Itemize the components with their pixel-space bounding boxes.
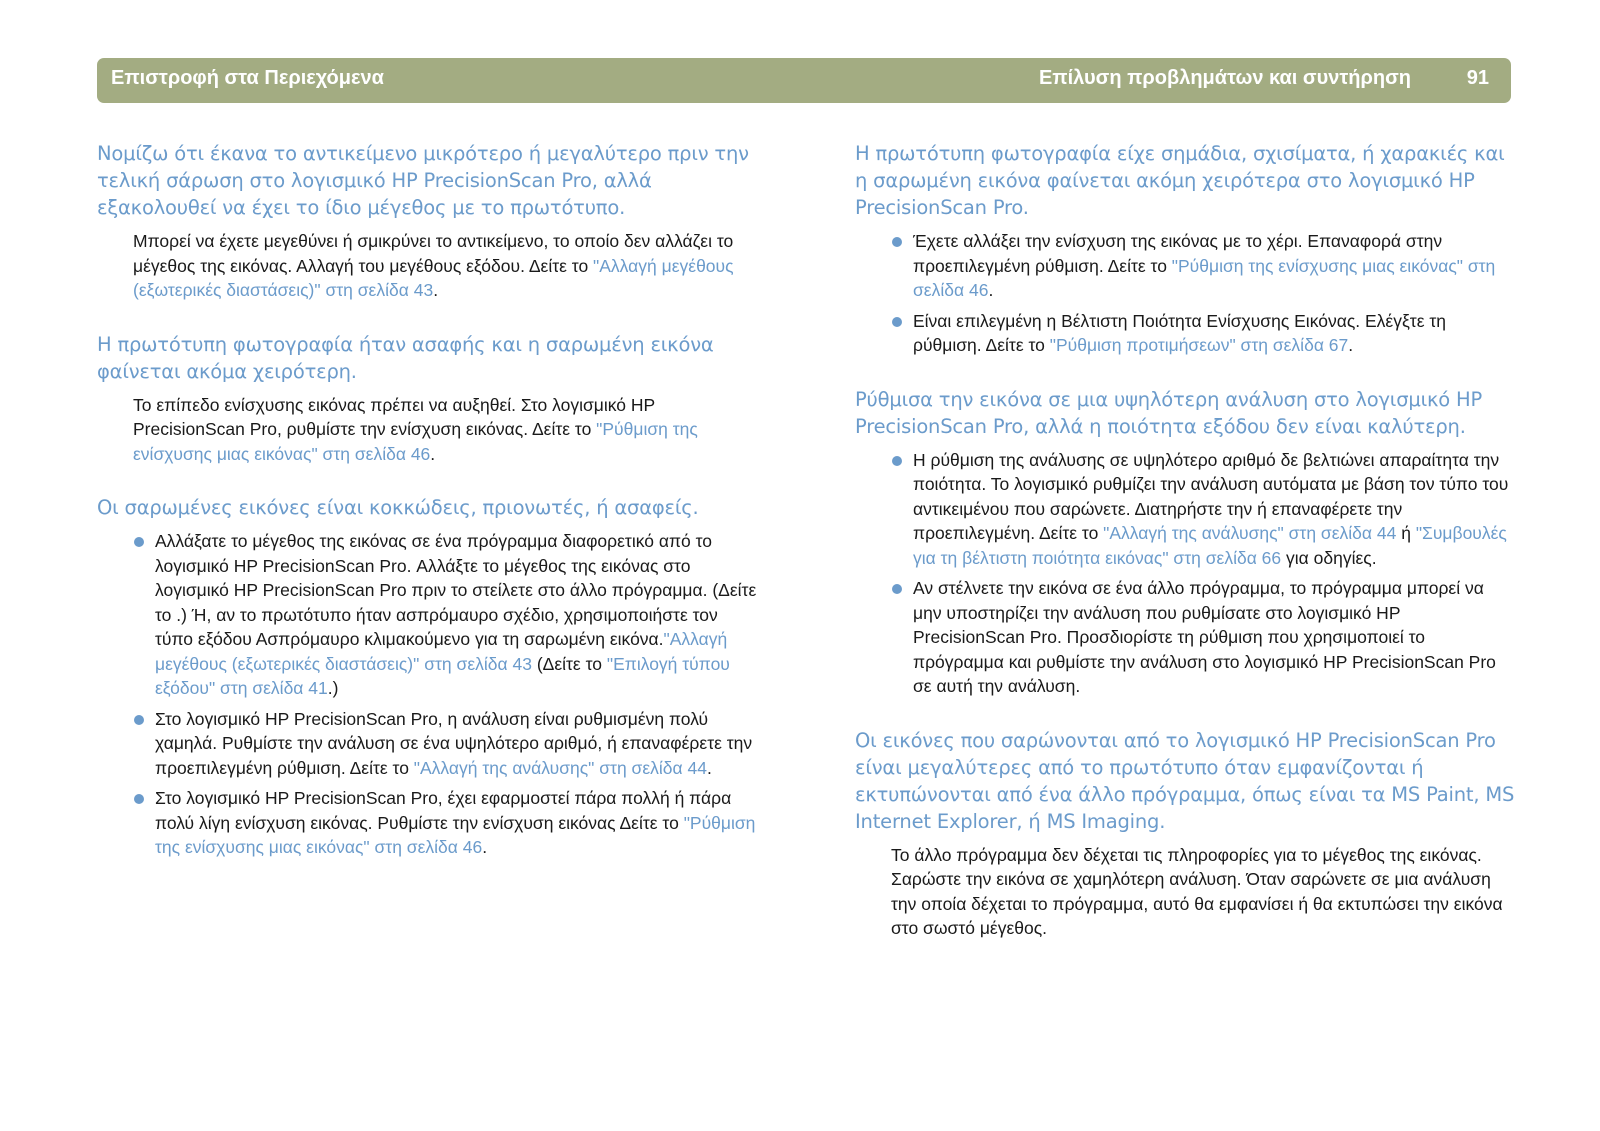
- list-item: [891, 309, 1515, 358]
- text-span: Στο λογισμικό HP PrecisionScan Pro, η ανάλυση είναι ρυθμισμένη πολύ χαμηλά. Ρυθμίστε την ανάλυση σε ένα υψηλότερο αριθμό, ή επαναφέρετε την προεπιλεγμένη ρύθμιση. Δείτε το: [155, 708, 753, 778]
- text-span: (Δείτε το: [531, 653, 607, 674]
- section-text: [133, 393, 757, 467]
- text-span: Έχετε αλλάξει την ενίσχυση της εικόνας με το χέρι. Επαναφορά στην προεπιλεγμένη ρύθμιση. Δείτε το: [913, 231, 1443, 276]
- section-text: [133, 229, 757, 303]
- list-item: [133, 786, 757, 860]
- text-span: .: [988, 280, 994, 300]
- text-span: για οδηγίες.: [1281, 547, 1377, 568]
- text-span: .: [1348, 335, 1354, 355]
- section-heading: Η πρωτότυπη φωτογραφία ήταν ασαφής και η σαρωμένη εικόνα φαίνεται ακόμα χειρότερη.: [97, 332, 714, 383]
- section-heading: Οι σαρωμένες εικόνες είναι κοκκώδεις, πριονωτές, ή ασαφείς.: [97, 496, 699, 519]
- link-output-type-41[interactable]: "Επιλογή τύπου εξόδου" στη σελίδα 41: [155, 653, 730, 698]
- back-to-contents-link[interactable]: Επιστροφή στα Περιεχόμενα: [111, 67, 384, 89]
- link-sharpening-46[interactable]: "Ρύθμιση της ενίσχυσης μιας εικόνας" στη σελίδα 46: [155, 812, 756, 857]
- left-column: [97, 140, 757, 888]
- page-number: 91: [1466, 67, 1489, 89]
- section-grainy-images: [97, 494, 757, 860]
- bullet-icon: [134, 537, 144, 547]
- list-item: [891, 229, 1515, 303]
- section-heading: Οι εικόνες που σαρώνονται από το λογισμικό HP PrecisionScan Pro είναι μεγαλύτερες από το πρωτότυπο όταν εμφανίζονται ή εκτυπώνονται από ένα άλλο πρόγραμμα, όπως είναι τα MS Paint, MS Internet Explorer, ή MS Imaging.: [855, 728, 1515, 833]
- bullet-icon: [134, 794, 144, 804]
- list-item: [133, 529, 757, 701]
- section-title: Επίλυση προβλημάτων και συντήρηση: [1038, 67, 1411, 89]
- link-resolution-44[interactable]: "Αλλαγή της ανάλυσης" στη σελίδα 44: [1103, 523, 1397, 543]
- bullet-icon: [892, 237, 902, 247]
- section-same-size: [97, 140, 757, 303]
- text-span: ή: [1396, 523, 1416, 543]
- text-span: Στο λογισμικό HP PrecisionScan Pro, έχει εφαρμοστεί πάρα πολλή ή πάρα πολύ λίγη ενίσχυση εικόνας. Ρυθμίστε την ενίσχυση εικόνας Δείτε το: [155, 788, 732, 833]
- section-text: Το άλλο πρόγραμμα δεν δέχεται τις πληροφορίες για το μέγεθος της εικόνας. Σαρώστε την εικόνα σε χαμηλότερη ανάλυση. Όταν σαρώνετε σε μια ανάλυση την οποία δέχεται το πρόγραμμα, αυτό θα εμφανίσει ή θα εκτυπώσει την εικόνα στο σωστό μέγεθος.: [891, 844, 1503, 938]
- link-change-size-43[interactable]: "Αλλαγή μεγέθους (εξωτερικές διαστάσεις)" στη σελίδα 43: [133, 255, 734, 300]
- list-item: [891, 448, 1515, 571]
- text-span: Αν στέλνετε την εικόνα σε ένα άλλο πρόγραμμα, το πρόγραμμα μπορεί να μην υποστηρίζει την ανάλυση που ρυθμίσατε στο λογισμικό HP PrecisionScan Pro. Προσδιορίστε τη ρύθμιση που χρησιμοποιεί το πρόγραμμα και ρυθμίστε την ανάλυση στο λογισμικό HP PrecisionScan Pro σε αυτή την ανάλυση.: [913, 578, 1496, 696]
- header-bar: [97, 58, 1511, 103]
- bullet-icon: [892, 456, 902, 466]
- text-span: Αλλάξατε το μέγεθος της εικόνας σε ένα πρόγραμμα διαφορετικό από το λογισμικό HP PrecisionScan Pro. Αλλάξτε το μέγεθος της εικόνας στο λογισμικό HP PrecisionScan Pro πριν το στείλετε στο άλλο πρόγραμμα. (Δείτε το .) Ή, αν το πρωτότυπο ήταν ασπρόμαυρο σχέδιο, χρησιμοποιήστε τον τύπο εξόδου Ασπρόμαυρο κλιμακούμενο για τη σαρωμένη εικόνα.: [155, 531, 757, 649]
- link-resolution-44[interactable]: "Αλλαγή της ανάλυσης" στη σελίδα 44: [413, 757, 707, 778]
- section-higher-resolution: [855, 386, 1515, 699]
- section-blurry-original: [97, 331, 757, 467]
- list-item: [891, 576, 1515, 699]
- bullet-icon: [892, 584, 902, 594]
- text-span: .): [327, 678, 339, 698]
- right-column: [855, 140, 1515, 969]
- text-span: .: [706, 757, 712, 778]
- link-quality-tips-66[interactable]: "Συμβουλές για τη βέλτιστη ποιότητα εικόνας" στη σελίδα 66: [913, 523, 1507, 568]
- section-scratched-original: [855, 140, 1515, 358]
- link-sharpening-46[interactable]: "Ρύθμιση της ενίσχυσης μιας εικόνας" στη σελίδα 46: [133, 419, 698, 464]
- link-preferences-67[interactable]: "Ρύθμιση προτιμήσεων" στη σελίδα 67: [1049, 335, 1349, 355]
- bullet-icon: [134, 715, 144, 725]
- link-change-size-43[interactable]: "Αλλαγή μεγέθους (εξωτερικές διαστάσεις)" στη σελίδα 43: [155, 629, 728, 674]
- text-span: .: [482, 837, 488, 857]
- section-larger-images: [855, 727, 1515, 941]
- list-item: [133, 707, 757, 781]
- text-span: Μπορεί να έχετε μεγεθύνει ή σμικρύνει το αντικείμενο, το οποίο δεν αλλάζει το μέγεθος της εικόνας. Αλλαγή του μεγέθους εξόδου. Δείτε το: [133, 231, 734, 276]
- section-heading: Η πρωτότυπη φωτογραφία είχε σημάδια, σχισίματα, ή χαρακιές και η σαρωμένη εικόνα φαίνεται ακόμη χειρότερα στο λογισμικό HP PrecisionScan Pro.: [855, 142, 1505, 219]
- text-span: .: [433, 280, 439, 300]
- text-span: Το επίπεδο ενίσχυσης εικόνας πρέπει να αυξηθεί. Στο λογισμικό HP PrecisionScan Pro, ρυθμίστε την ενίσχυση εικόνας. Δείτε το: [133, 394, 655, 439]
- bullet-list: [855, 229, 1515, 358]
- bullet-list: [97, 529, 757, 860]
- text-span: .: [430, 443, 436, 464]
- text-span: Η ρύθμιση της ανάλυσης σε υψηλότερο αριθμό δε βελτιώνει απαραίτητα την ποιότητα. Το λογισμικό ρυθμίζει την ανάλυση αυτόματα με βάση τον τύπο του αντικειμένου που σαρώνετε. Διατηρήστε την ή επαναφέρετε την προεπιλεγμένη. Δείτε το: [913, 449, 1509, 543]
- bullet-list: [855, 448, 1515, 699]
- bullet-icon: [892, 317, 902, 327]
- link-sharpening-46[interactable]: "Ρύθμιση της ενίσχυσης μιας εικόνας" στη σελίδα 46: [913, 255, 1496, 300]
- section-heading: Νομίζω ότι έκανα το αντικείμενο μικρότερο ή μεγαλύτερο πριν την τελική σάρωση στο λογισμικό HP PrecisionScan Pro, αλλά εξακολουθεί να έχει το ίδιο μέγεθος με το πρωτότυπο.: [97, 142, 749, 219]
- text-span: Είναι επιλεγμένη η Βέλτιστη Ποιότητα Ενίσχυσης Εικόνας. Ελέγξτε τη ρύθμιση. Δείτε το: [913, 310, 1447, 355]
- section-heading: Ρύθμισα την εικόνα σε μια υψηλότερη ανάλυση στο λογισμικό HP PrecisionScan Pro, αλλά η ποιότητα εξόδου δεν είναι καλύτερη.: [855, 387, 1483, 438]
